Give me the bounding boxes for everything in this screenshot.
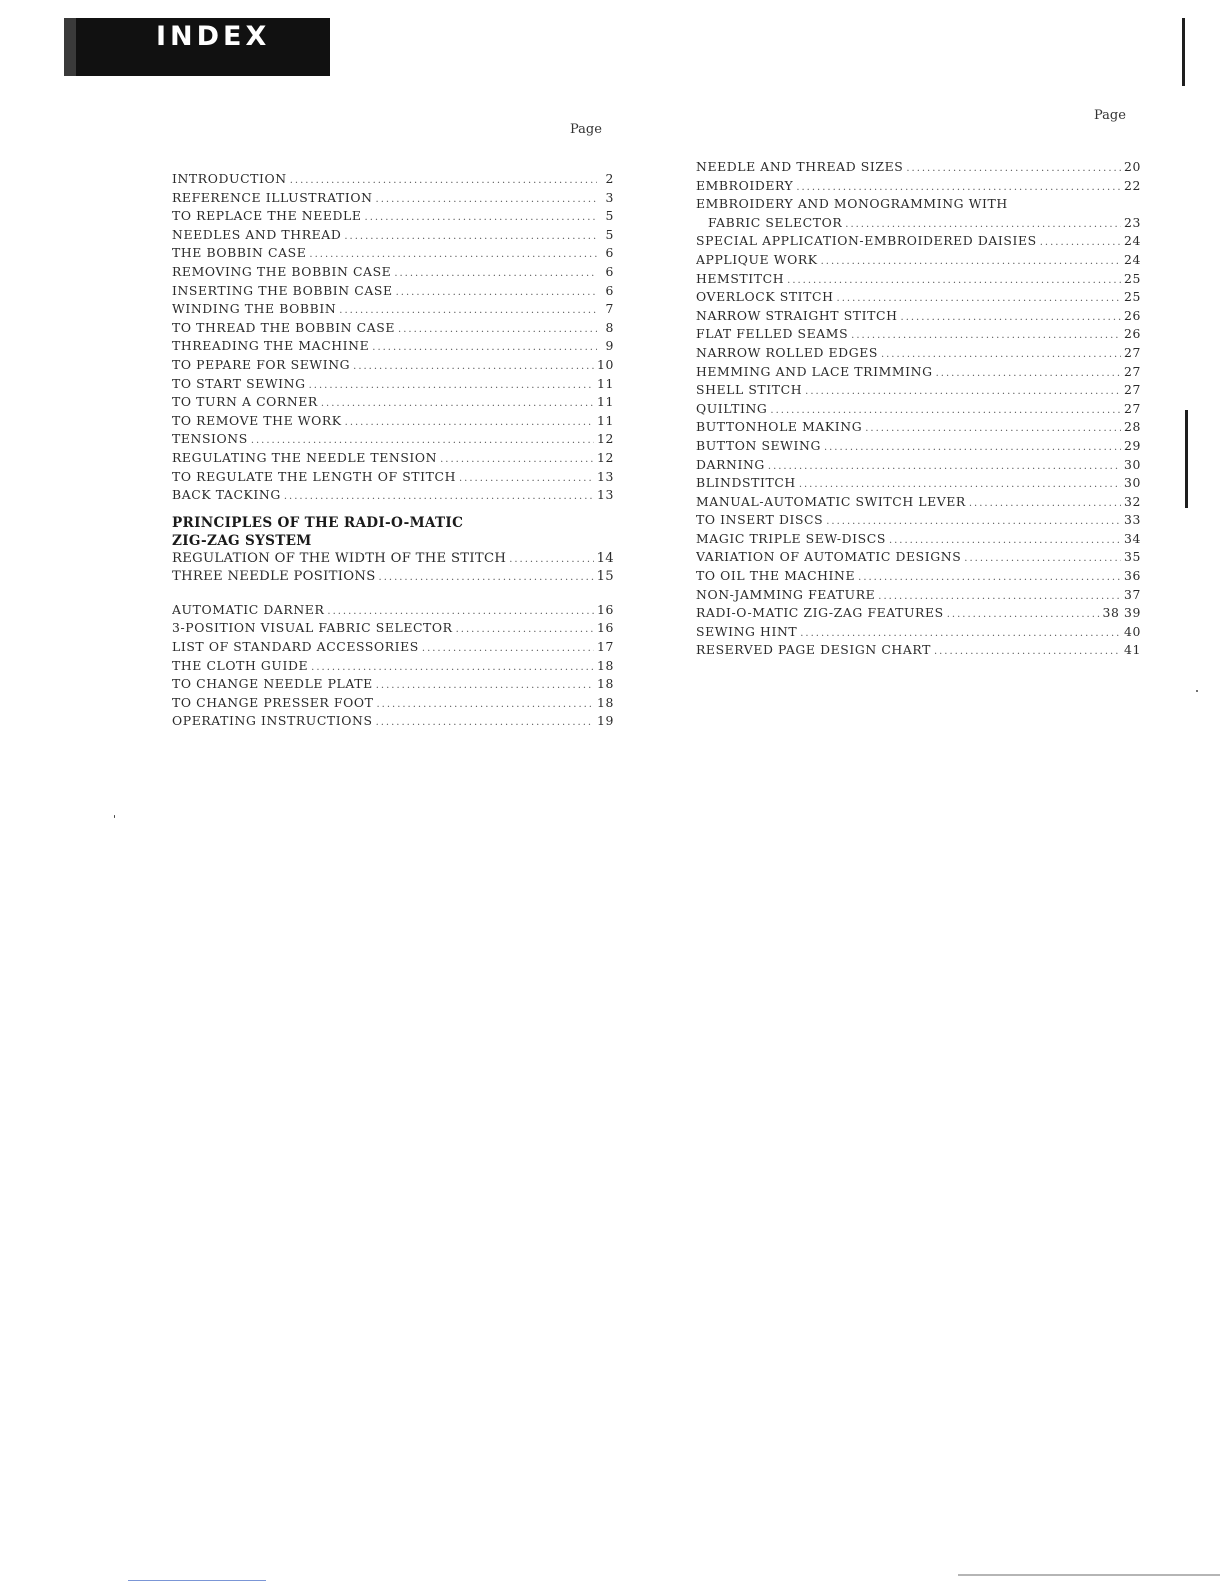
entry-title: RESERVED PAGE DESIGN CHART: [696, 642, 931, 658]
entry-page: 5: [605, 226, 614, 242]
entry-page: 12: [597, 431, 614, 447]
entry-page: 18: [597, 657, 614, 673]
entry-page: 17: [597, 639, 614, 655]
dot-leader: [901, 309, 1122, 326]
scan-edge-mark-middle: [1185, 410, 1188, 508]
index-entry: [696, 511, 1141, 530]
index-entry: [696, 641, 1141, 660]
entry-page: 24: [1124, 251, 1141, 267]
entry-title: TO INSERT DISCS: [696, 512, 824, 528]
scan-speck: [114, 815, 115, 818]
entry-page: 34: [1124, 530, 1141, 546]
entry-title: NARROW STRAIGHT STITCH: [696, 307, 898, 323]
entry-title: NON-JAMMING FEATURE: [696, 586, 876, 602]
dot-leader: [799, 476, 1121, 493]
entry-title: EMBROIDERY: [696, 177, 794, 193]
dot-leader: [345, 414, 594, 431]
index-entry: [172, 337, 614, 356]
dot-leader: [934, 643, 1121, 660]
scan-speck: [1196, 690, 1198, 692]
index-entry: [696, 158, 1141, 177]
entry-title: EMBROIDERY AND MONOGRAMMING WITH: [696, 196, 1008, 212]
index-entry: [696, 344, 1141, 363]
entry-title: MANUAL-AUTOMATIC SWITCH LEVER: [696, 493, 966, 509]
index-entry: [172, 568, 614, 587]
dot-leader: [787, 272, 1121, 289]
dot-leader: [768, 458, 1121, 475]
index-entry: [696, 548, 1141, 567]
dot-leader: [290, 172, 597, 189]
index-entry: [696, 530, 1141, 549]
entry-page: 11: [597, 394, 614, 410]
entry-title: SPECIAL APPLICATION-EMBROIDERED DAISIES: [696, 233, 1037, 249]
entry-title: THE CLOTH GUIDE: [172, 657, 309, 673]
index-entry: [696, 567, 1141, 586]
entry-page: 2: [605, 171, 614, 186]
entry-title: THREE NEEDLE POSITIONS: [172, 569, 376, 585]
index-entry: [172, 207, 614, 226]
entry-title: TO OIL THE MACHINE: [696, 568, 856, 584]
dot-leader: [796, 179, 1121, 196]
entry-title: SHELL STITCH: [696, 382, 803, 398]
entry-page: 33: [1124, 512, 1141, 528]
index-entry: [172, 619, 614, 638]
index-entry: [172, 226, 614, 245]
entry-title: TENSIONS: [172, 431, 248, 447]
index-entry: [696, 437, 1141, 456]
dot-leader: [881, 346, 1121, 363]
entry-title: REFERENCE ILLUSTRATION: [172, 189, 373, 205]
page-column-label-right: Page: [1094, 108, 1126, 123]
dot-leader: [327, 603, 594, 620]
entry-title: REGULATING THE NEEDLE TENSION: [172, 449, 438, 465]
index-entry: [172, 375, 614, 394]
entry-title: REMOVING THE BOBBIN CASE: [172, 263, 392, 279]
index-entry: [696, 623, 1141, 642]
index-column-left: [172, 170, 614, 731]
entry-title: BUTTONHOLE MAKING: [696, 419, 863, 435]
entry-title: THE BOBBIN CASE: [172, 245, 307, 261]
entry-title: RADI-O-MATIC ZIG-ZAG FEATURES: [696, 605, 944, 621]
index-entry: [172, 468, 614, 487]
entry-page: 6: [605, 263, 614, 279]
index-entry: [696, 418, 1141, 437]
entry-title: FLAT FELLED SEAMS: [696, 326, 849, 342]
entry-page: 25: [1124, 289, 1141, 305]
entry-title: VARIATION OF AUTOMATIC DESIGNS: [696, 549, 962, 565]
index-entry: [696, 400, 1141, 419]
entry-title: LIST OF STANDARD ACCESSORIES: [172, 639, 419, 655]
entry-page: 18: [597, 694, 614, 710]
index-entry: [696, 474, 1141, 493]
dot-leader: [376, 677, 594, 694]
index-entry: [172, 282, 614, 301]
entry-page: 9: [605, 338, 614, 354]
entry-page: 32: [1124, 493, 1141, 509]
index-entry: [696, 456, 1141, 475]
entry-page: 3: [605, 189, 614, 205]
dot-leader: [878, 588, 1121, 605]
dot-leader: [353, 358, 594, 375]
dot-leader: [889, 532, 1121, 549]
entry-page: 27: [1124, 400, 1141, 416]
entry-page: 15: [596, 569, 614, 585]
entry-page: 22: [1124, 177, 1141, 193]
index-entry: [696, 586, 1141, 605]
dot-leader: [947, 606, 1100, 623]
index-entry: [696, 177, 1141, 196]
dot-leader: [824, 439, 1121, 456]
index-entry: [172, 601, 614, 620]
entry-title: TO TURN A CORNER: [172, 394, 318, 410]
entry-title: NEEDLE AND THREAD SIZES: [696, 159, 904, 174]
index-column-right: [696, 158, 1141, 660]
index-entry: [696, 493, 1141, 512]
entry-title: TO CHANGE PRESSER FOOT: [172, 694, 374, 710]
entry-title: TO REGULATE THE LENGTH OF STITCH: [172, 468, 456, 484]
entry-page: 16: [597, 601, 614, 617]
entry-title: REGULATION OF THE WIDTH OF THE STITCH: [172, 550, 507, 566]
entry-title: BACK TACKING: [172, 487, 281, 503]
entry-title: HEMSTITCH: [696, 270, 785, 286]
dot-leader: [459, 470, 594, 487]
dot-leader: [344, 228, 597, 245]
dot-leader: [509, 551, 593, 569]
index-entry: [696, 214, 1141, 233]
dot-leader: [376, 714, 594, 731]
index-entry: [172, 319, 614, 338]
entry-title: TO CHANGE NEEDLE PLATE: [172, 676, 373, 692]
index-entry: [172, 430, 614, 449]
dot-leader: [311, 659, 594, 676]
entry-page: 20: [1124, 159, 1141, 174]
scan-edge-mark-top: [1182, 18, 1185, 86]
index-title: INDEX: [156, 21, 271, 52]
entry-page: 10: [597, 356, 614, 372]
entry-page: 25: [1124, 270, 1141, 286]
dot-leader: [851, 327, 1121, 344]
entry-page: 19: [597, 713, 614, 729]
entry-title: BUTTON SEWING: [696, 437, 821, 453]
entry-title: TO REMOVE THE WORK: [172, 412, 342, 428]
index-entry: [172, 393, 614, 412]
dot-leader: [964, 550, 1121, 567]
index-entry: [172, 486, 614, 505]
index-entry: [696, 288, 1141, 307]
entry-page: 37: [1124, 586, 1141, 602]
entry-page: 30: [1124, 475, 1141, 491]
dot-leader: [845, 216, 1121, 233]
dot-leader: [936, 365, 1121, 382]
entry-title: AUTOMATIC DARNER: [172, 601, 325, 617]
entry-title: OPERATING INSTRUCTIONS: [172, 713, 373, 729]
dot-leader: [865, 420, 1121, 437]
index-entry: [172, 694, 614, 713]
dot-leader: [284, 488, 594, 505]
entry-title: SEWING HINT: [696, 623, 798, 639]
entry-page: 35: [1124, 549, 1141, 565]
index-entry: [172, 412, 614, 431]
dot-leader: [309, 377, 594, 394]
entry-title: BLINDSTITCH: [696, 475, 796, 491]
dot-leader: [372, 339, 597, 356]
entry-page: 27: [1124, 363, 1141, 379]
entry-page: 16: [597, 620, 614, 636]
index-entry: [696, 232, 1141, 251]
entry-page: 40: [1124, 623, 1141, 639]
entry-page: 18: [597, 676, 614, 692]
entry-title: THREADING THE MACHINE: [172, 338, 370, 354]
index-entry: [696, 307, 1141, 326]
entry-title: TO PEPARE FOR SEWING: [172, 356, 351, 372]
banner-texture: [64, 18, 76, 76]
dot-leader: [826, 513, 1121, 530]
entry-title: TO THREAD THE BOBBIN CASE: [172, 319, 396, 335]
index-entry: [696, 381, 1141, 400]
entry-title: DARNING: [696, 456, 765, 472]
dot-leader: [805, 383, 1121, 400]
dot-leader: [969, 495, 1121, 512]
index-entry: [172, 356, 614, 375]
index-entry: [172, 189, 614, 208]
entry-page: 26: [1124, 326, 1141, 342]
entry-title: INSERTING THE BOBBIN CASE: [172, 282, 393, 298]
entry-page: 36: [1124, 568, 1141, 584]
entry-page: 24: [1124, 233, 1141, 249]
dot-leader: [309, 246, 597, 263]
entry-title: MAGIC TRIPLE SEW-DISCS: [696, 530, 886, 546]
index-entry: [172, 449, 614, 468]
entry-title: 3-POSITION VISUAL FABRIC SELECTOR: [172, 620, 453, 636]
dot-leader: [422, 640, 594, 657]
entry-page: 28: [1124, 419, 1141, 435]
index-entry: [696, 251, 1141, 270]
index-entry: [172, 244, 614, 263]
entry-page: 23: [1124, 214, 1141, 230]
entry-title: INTRODUCTION: [172, 171, 287, 186]
entry-page: 12: [597, 449, 614, 465]
dot-leader: [396, 284, 597, 301]
entry-title: NEEDLES AND THREAD: [172, 226, 342, 242]
page-column-label-left: Page: [570, 122, 602, 137]
dot-leader: [394, 265, 597, 282]
dot-leader: [376, 696, 594, 713]
entry-title: FABRIC SELECTOR: [708, 214, 843, 230]
entry-page: 41: [1124, 642, 1141, 658]
entry-page: 30: [1124, 456, 1141, 472]
entry-title: NARROW ROLLED EDGES: [696, 344, 878, 360]
index-entry: [172, 170, 614, 189]
index-entry: [172, 550, 614, 569]
entry-page: 27: [1124, 382, 1141, 398]
entry-title: HEMMING AND LACE TRIMMING: [696, 363, 933, 379]
dot-leader: [1040, 234, 1121, 251]
entry-page: 27: [1124, 344, 1141, 360]
dot-leader: [365, 209, 597, 226]
entry-page: 8: [605, 319, 614, 335]
entry-page: 11: [597, 375, 614, 391]
dot-leader: [398, 321, 597, 338]
entry-page: 29: [1124, 437, 1141, 453]
entry-page: 6: [605, 282, 614, 298]
dot-leader: [837, 290, 1122, 307]
entry-title: TO REPLACE THE NEEDLE: [172, 208, 362, 224]
scan-bottom-line: [128, 1580, 266, 1581]
index-entry: [172, 657, 614, 676]
scan-bottom-line: [958, 1574, 1220, 1576]
entry-title: QUILTING: [696, 400, 768, 416]
dot-leader: [456, 621, 594, 638]
entry-title: WINDING THE BOBBIN: [172, 301, 337, 317]
dot-leader: [858, 569, 1121, 586]
index-banner: [64, 18, 330, 76]
dot-leader: [800, 625, 1121, 642]
index-entry: [696, 270, 1141, 289]
dot-leader: [440, 451, 594, 468]
entry-page: 11: [597, 412, 614, 428]
dot-leader: [321, 395, 594, 412]
index-entry: [172, 675, 614, 694]
index-entry: [696, 363, 1141, 382]
index-entry: [172, 300, 614, 319]
dot-leader: [770, 402, 1121, 419]
section-heading-line-1: PRINCIPLES OF THE RADI-O-MATIC: [172, 514, 464, 531]
index-entry: [696, 604, 1141, 623]
entry-page: 13: [597, 468, 614, 484]
entry-page: 7: [605, 301, 614, 317]
dot-leader: [379, 569, 594, 587]
entry-page: 38 39: [1102, 605, 1141, 621]
entry-title: TO START SEWING: [172, 375, 306, 391]
dot-leader: [906, 160, 1121, 177]
dot-leader: [376, 191, 597, 208]
entry-page: 26: [1124, 307, 1141, 323]
dot-leader: [821, 253, 1121, 270]
entry-page: 13: [597, 487, 614, 503]
index-entry: [696, 325, 1141, 344]
index-entry: [696, 195, 1141, 214]
dot-leader: [339, 302, 597, 319]
entry-title: OVERLOCK STITCH: [696, 289, 834, 305]
entry-title: APPLIQUE WORK: [696, 251, 818, 267]
section-heading-line-2: ZIG-ZAG SYSTEM: [172, 532, 312, 549]
index-entry: [172, 712, 614, 731]
index-entry: [172, 638, 614, 657]
entry-page: 5: [605, 208, 614, 224]
entry-page: 6: [605, 245, 614, 261]
entry-page: 14: [596, 550, 614, 566]
dot-leader: [251, 432, 594, 449]
index-entry: [172, 263, 614, 282]
